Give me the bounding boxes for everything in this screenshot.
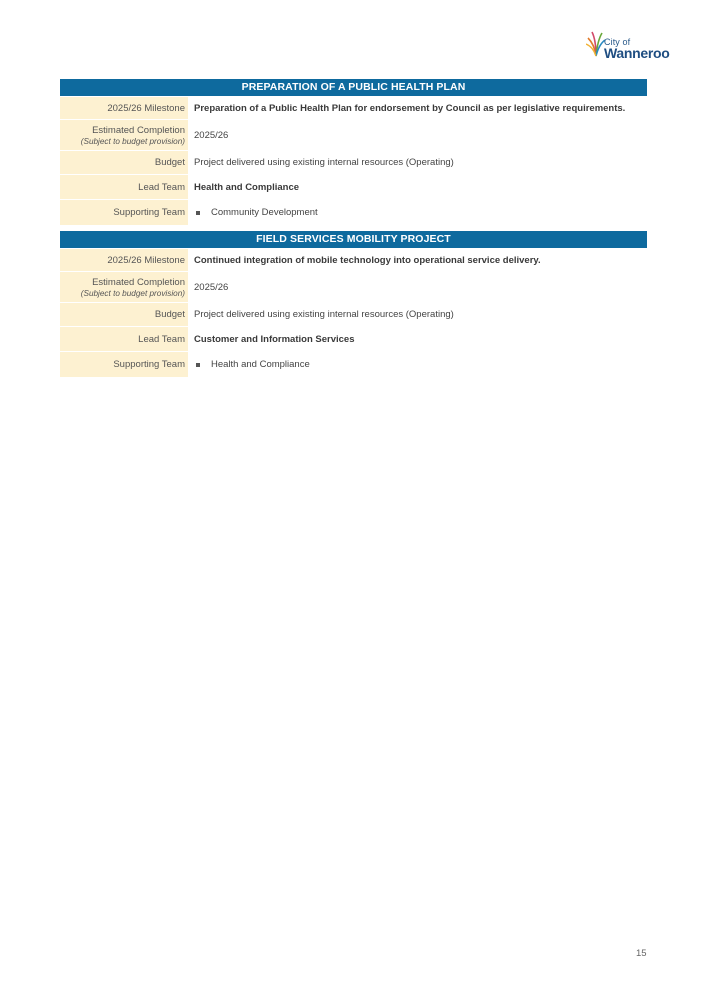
city-logo xyxy=(586,28,676,62)
project-block xyxy=(60,231,647,377)
supporting-team-row xyxy=(60,352,647,377)
est-completion-note: (Subject to budget provision) xyxy=(80,288,185,298)
budget-label: Budget xyxy=(60,303,188,326)
milestone-row xyxy=(60,249,647,271)
est-completion-label-cell xyxy=(60,120,188,150)
project-title: FIELD SERVICES MOBILITY PROJECT xyxy=(60,231,647,248)
supporting-team-value-cell xyxy=(188,200,647,225)
supporting-team-row xyxy=(60,200,647,225)
supporting-team-label: Supporting Team xyxy=(60,200,188,225)
budget-row xyxy=(60,303,647,326)
milestone-value: Preparation of a Public Health Plan for endorsement by Council as per legislative requirements. xyxy=(194,102,626,114)
milestone-label: 2025/26 Milestone xyxy=(60,249,188,271)
page-number: 15 xyxy=(636,948,647,959)
est-completion-label-cell xyxy=(60,272,188,302)
est-completion-value: 2025/26 xyxy=(194,281,229,293)
supporting-team-label: Supporting Team xyxy=(60,352,188,377)
logo-text-small: City of xyxy=(604,37,631,47)
supporting-team-value-cell xyxy=(188,352,647,377)
bullet-icon xyxy=(196,363,200,367)
est-completion-label: Estimated Completion xyxy=(92,124,185,136)
supporting-team-value: Community Development xyxy=(211,207,318,218)
budget-row xyxy=(60,151,647,174)
logo-emblem-icon xyxy=(586,28,606,58)
est-completion-row xyxy=(60,120,647,150)
est-completion-row xyxy=(60,272,647,302)
budget-label: Budget xyxy=(60,151,188,174)
supporting-team-value: Health and Compliance xyxy=(211,359,310,370)
milestone-row xyxy=(60,97,647,119)
budget-value: Project delivered using existing internal resources (Operating) xyxy=(194,157,454,168)
est-completion-value: 2025/26 xyxy=(194,129,229,141)
budget-value: Project delivered using existing internal resources (Operating) xyxy=(194,309,454,320)
bullet-icon xyxy=(196,211,200,215)
lead-team-row xyxy=(60,175,647,199)
lead-team-value: Health and Compliance xyxy=(194,181,300,193)
logo-text-big: Wanneroo xyxy=(604,45,670,61)
lead-team-value: Customer and Information Services xyxy=(194,333,355,345)
lead-team-label: Lead Team xyxy=(60,175,188,199)
lead-team-label: Lead Team xyxy=(60,327,188,351)
est-completion-note: (Subject to budget provision) xyxy=(80,136,185,146)
project-title: PREPARATION OF A PUBLIC HEALTH PLAN xyxy=(60,79,647,96)
project-block xyxy=(60,79,647,225)
milestone-label: 2025/26 Milestone xyxy=(60,97,188,119)
milestone-value: Continued integration of mobile technology into operational service delivery. xyxy=(194,254,541,266)
lead-team-row xyxy=(60,327,647,351)
est-completion-label: Estimated Completion xyxy=(92,276,185,288)
